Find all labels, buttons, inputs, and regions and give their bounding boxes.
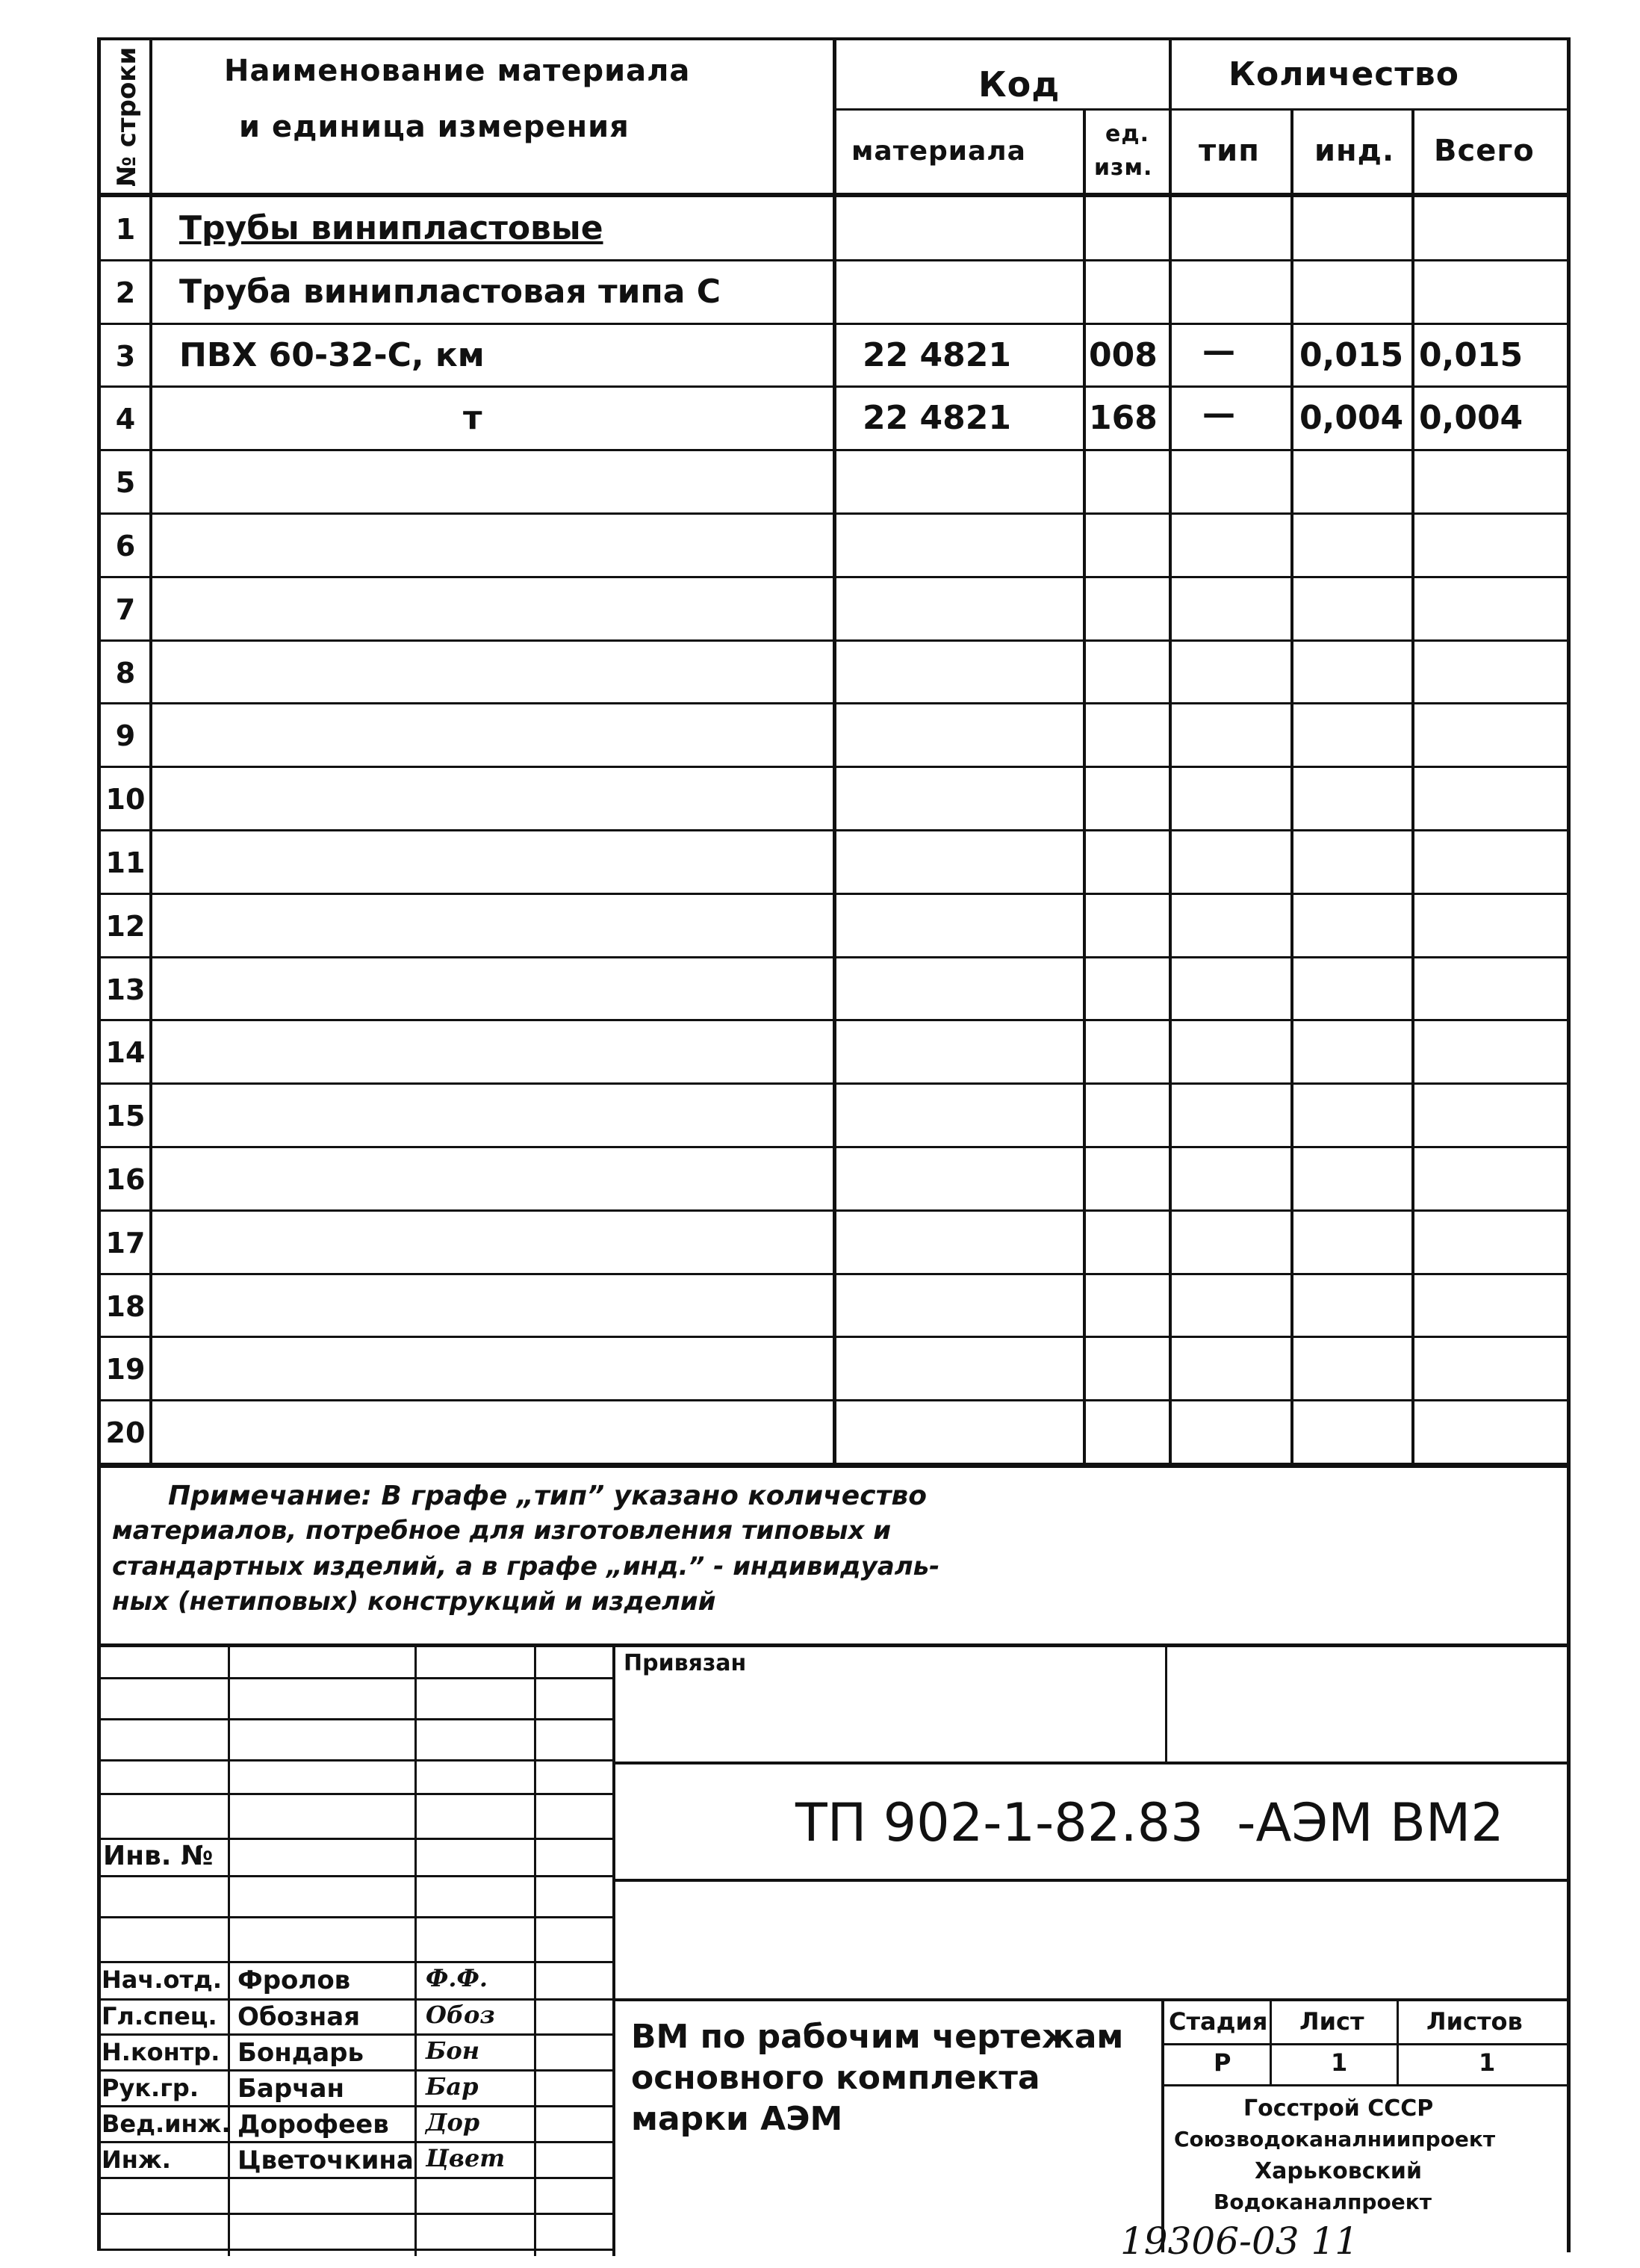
row-number: 2: [115, 276, 136, 309]
row-number: 20: [105, 1416, 146, 1450]
description-line-3: марки АЭМ: [631, 2100, 843, 2138]
row-separator: [97, 1146, 1571, 1148]
name-header-line1: Наименование материала: [224, 54, 691, 88]
row-number: 4: [115, 403, 136, 436]
description-line-1: ВМ по рабочим чертежам: [631, 2018, 1124, 2056]
col-sep-ind: [1411, 108, 1414, 1464]
org-line-3: Харьковский: [1255, 2158, 1422, 2184]
privyazan-label: Привязан: [624, 1650, 747, 1676]
row-number: 12: [105, 909, 146, 943]
stage-label: Стадия: [1169, 2007, 1268, 2036]
note-line-1: Примечание: В графе „тип” указано количество: [168, 1481, 927, 1511]
tb-left-hline: [97, 1998, 612, 2001]
frame-right-lower: [1567, 1643, 1571, 2252]
row-separator: [97, 766, 1571, 768]
signer-signature: Бар: [426, 2072, 479, 2101]
col-sep-name: [833, 37, 836, 1464]
tb-right-hline-3: [612, 1998, 1571, 2001]
frame-right: [1567, 37, 1571, 1651]
org-line-1: Госстрой СССР: [1243, 2095, 1434, 2122]
header-sub-sep: [833, 108, 1571, 111]
row-type: —: [1202, 331, 1235, 370]
row-ind: 0,015: [1299, 335, 1404, 374]
note-line-2: материалов, потребное для изготовления типовых и: [112, 1516, 892, 1546]
inventory-number-label: Инв. №: [103, 1841, 214, 1871]
note-line-3: стандартных изделий, а в графе „инд.” - индивидуаль-: [112, 1552, 940, 1581]
row-number: 14: [105, 1036, 146, 1070]
row-separator: [97, 1399, 1571, 1401]
row-separator: [97, 956, 1571, 958]
col-sep-type: [1290, 108, 1293, 1464]
tb-left-hline: [97, 1759, 612, 1762]
row-separator: [97, 893, 1571, 895]
row-type: —: [1202, 394, 1235, 433]
row-number: 6: [115, 530, 136, 563]
signer-signature: Дор: [426, 2108, 480, 2137]
row-name: т: [463, 399, 482, 438]
stage-block-left: [1161, 1998, 1164, 2252]
name-header-line2: и единица измерения: [239, 110, 630, 144]
type-header: тип: [1199, 134, 1260, 168]
stage-col-2: [1397, 1998, 1399, 2084]
signer-signature: Ф.Ф.: [426, 1964, 488, 1992]
row-separator: [97, 1082, 1571, 1085]
col-sep-unit: [1083, 108, 1086, 1464]
signer-signature: Бон: [426, 2036, 480, 2065]
ind-header: инд.: [1314, 134, 1395, 168]
signer-name: Дорофеев: [237, 2110, 389, 2140]
row-number: 7: [115, 592, 136, 626]
row-total: 0,004: [1419, 399, 1523, 438]
row-number: 17: [105, 1226, 146, 1260]
tb-left-hline: [97, 1718, 612, 1720]
tb-left-hline: [97, 1961, 612, 1963]
row-number: 13: [105, 973, 146, 1006]
titleblock-left-col3: [534, 1643, 536, 2256]
tb-left-hline: [97, 1838, 612, 1840]
row-unit: 168: [1089, 399, 1158, 438]
row-number-header: № строки: [112, 46, 142, 187]
titleblock-left-col1: [228, 1643, 230, 2256]
tb-left-hline: [97, 2069, 612, 2072]
row-number: 19: [105, 1353, 146, 1386]
row-separator: [97, 1336, 1571, 1338]
row-separator: [97, 385, 1571, 388]
row-unit: 008: [1089, 335, 1158, 374]
note-line-4: ных (нетиповых) конструкций и изделий: [112, 1587, 716, 1617]
signer-name: Бондарь: [237, 2038, 364, 2068]
row-separator: [97, 576, 1571, 578]
row-separator: [97, 259, 1571, 261]
row-number: 9: [115, 719, 136, 753]
signer-name: Барчан: [237, 2074, 344, 2104]
row-name: Труба винипластовая типа С: [179, 272, 721, 311]
col-sep-rownum: [149, 37, 152, 1464]
row-ind: 0,004: [1299, 399, 1404, 438]
row-name: ПВХ 60-32-С, км: [179, 335, 485, 374]
titleblock-top-line: [97, 1643, 1571, 1647]
signer-signature: Обоз: [426, 2001, 495, 2029]
signer-name: Обозная: [237, 2002, 361, 2032]
row-separator: [97, 829, 1571, 831]
signer-role: Инж.: [102, 2145, 171, 2174]
signer-signature: Цвет: [426, 2144, 506, 2172]
signer-role: Рук.гр.: [102, 2074, 199, 2102]
row-number: 16: [105, 1163, 146, 1196]
row-number: 11: [105, 846, 146, 879]
signer-role: Вед.инж.: [102, 2110, 231, 2138]
row-number: 18: [105, 1289, 146, 1323]
tb-left-hline: [97, 2033, 612, 2036]
tb-right-hline-2: [612, 1879, 1571, 1882]
header-bottom-line: [97, 193, 1571, 197]
row-number: 15: [105, 1100, 146, 1133]
stage-col-1: [1270, 1998, 1272, 2084]
signer-role: Гл.спец.: [102, 2002, 217, 2030]
row-name: Трубы винипластовые: [179, 209, 603, 247]
row-number: 8: [115, 656, 136, 690]
titleblock-main-sep: [612, 1643, 615, 2256]
tb-left-hline: [97, 2105, 612, 2107]
signer-role: Нач.отд.: [102, 1965, 223, 1994]
tb-left-hline: [97, 1793, 612, 1795]
stage-hline-2: [1161, 2084, 1571, 2086]
signer-name: Цветочкина: [237, 2145, 414, 2175]
footer-archive-number: 19306-03 11: [1120, 2219, 1359, 2263]
tb-right-hline-1: [612, 1762, 1571, 1764]
signer-role: Н.контр.: [102, 2038, 220, 2066]
row-separator: [97, 1273, 1571, 1275]
code-header: Код: [978, 64, 1060, 105]
document-code: ТП 902-1-82.83 -АЭМ ВМ2: [795, 1792, 1504, 1853]
tb-left-hline: [97, 2177, 612, 2179]
row-code: 22 4821: [863, 335, 1012, 374]
signer-name: Фролов: [237, 1965, 351, 1995]
org-line-4: Водоканалпроект: [1214, 2190, 1432, 2214]
sheet-value: 1: [1331, 2048, 1348, 2077]
row-separator: [97, 512, 1571, 515]
row-code: 22 4821: [863, 399, 1012, 438]
row-number: 5: [115, 466, 136, 500]
total-header: Всего: [1434, 134, 1535, 168]
unit-header-line1: ед.: [1105, 121, 1149, 147]
row-separator: [97, 323, 1571, 325]
row-number: 10: [105, 783, 146, 817]
tb-left-hline: [97, 2141, 612, 2143]
row-total: 0,015: [1419, 335, 1523, 374]
description-line-2: основного комплекта: [631, 2059, 1040, 2097]
tb-left-hline: [97, 2213, 612, 2215]
row-number: 3: [115, 339, 136, 373]
tb-left-hline: [97, 1916, 612, 1918]
tb-left-hline: [97, 1677, 612, 1679]
sheets-label: Листов: [1426, 2007, 1523, 2036]
row-number: 1: [115, 213, 136, 246]
row-separator: [97, 449, 1571, 451]
tb-left-hline: [97, 2249, 612, 2251]
material-header: материала: [851, 136, 1026, 167]
stage-hline-1: [1161, 2043, 1571, 2045]
stage-value: Р: [1214, 2048, 1231, 2077]
row-separator: [97, 702, 1571, 704]
note-top-line: [97, 1464, 1571, 1468]
privyazan-sep: [1165, 1643, 1167, 1763]
tb-left-hline: [97, 1875, 612, 1877]
sheets-value: 1: [1479, 2048, 1496, 2077]
org-line-2: Союзводоканалниипроект: [1174, 2127, 1496, 2151]
col-sep-code: [1169, 37, 1172, 1464]
sheet-label: Лист: [1299, 2007, 1364, 2036]
unit-header-line2: изм.: [1094, 155, 1153, 181]
titleblock-left-col2: [414, 1643, 417, 2256]
quantity-header: Количество: [1229, 55, 1459, 93]
row-separator: [97, 1019, 1571, 1021]
row-separator: [97, 1209, 1571, 1212]
row-separator: [97, 639, 1571, 642]
